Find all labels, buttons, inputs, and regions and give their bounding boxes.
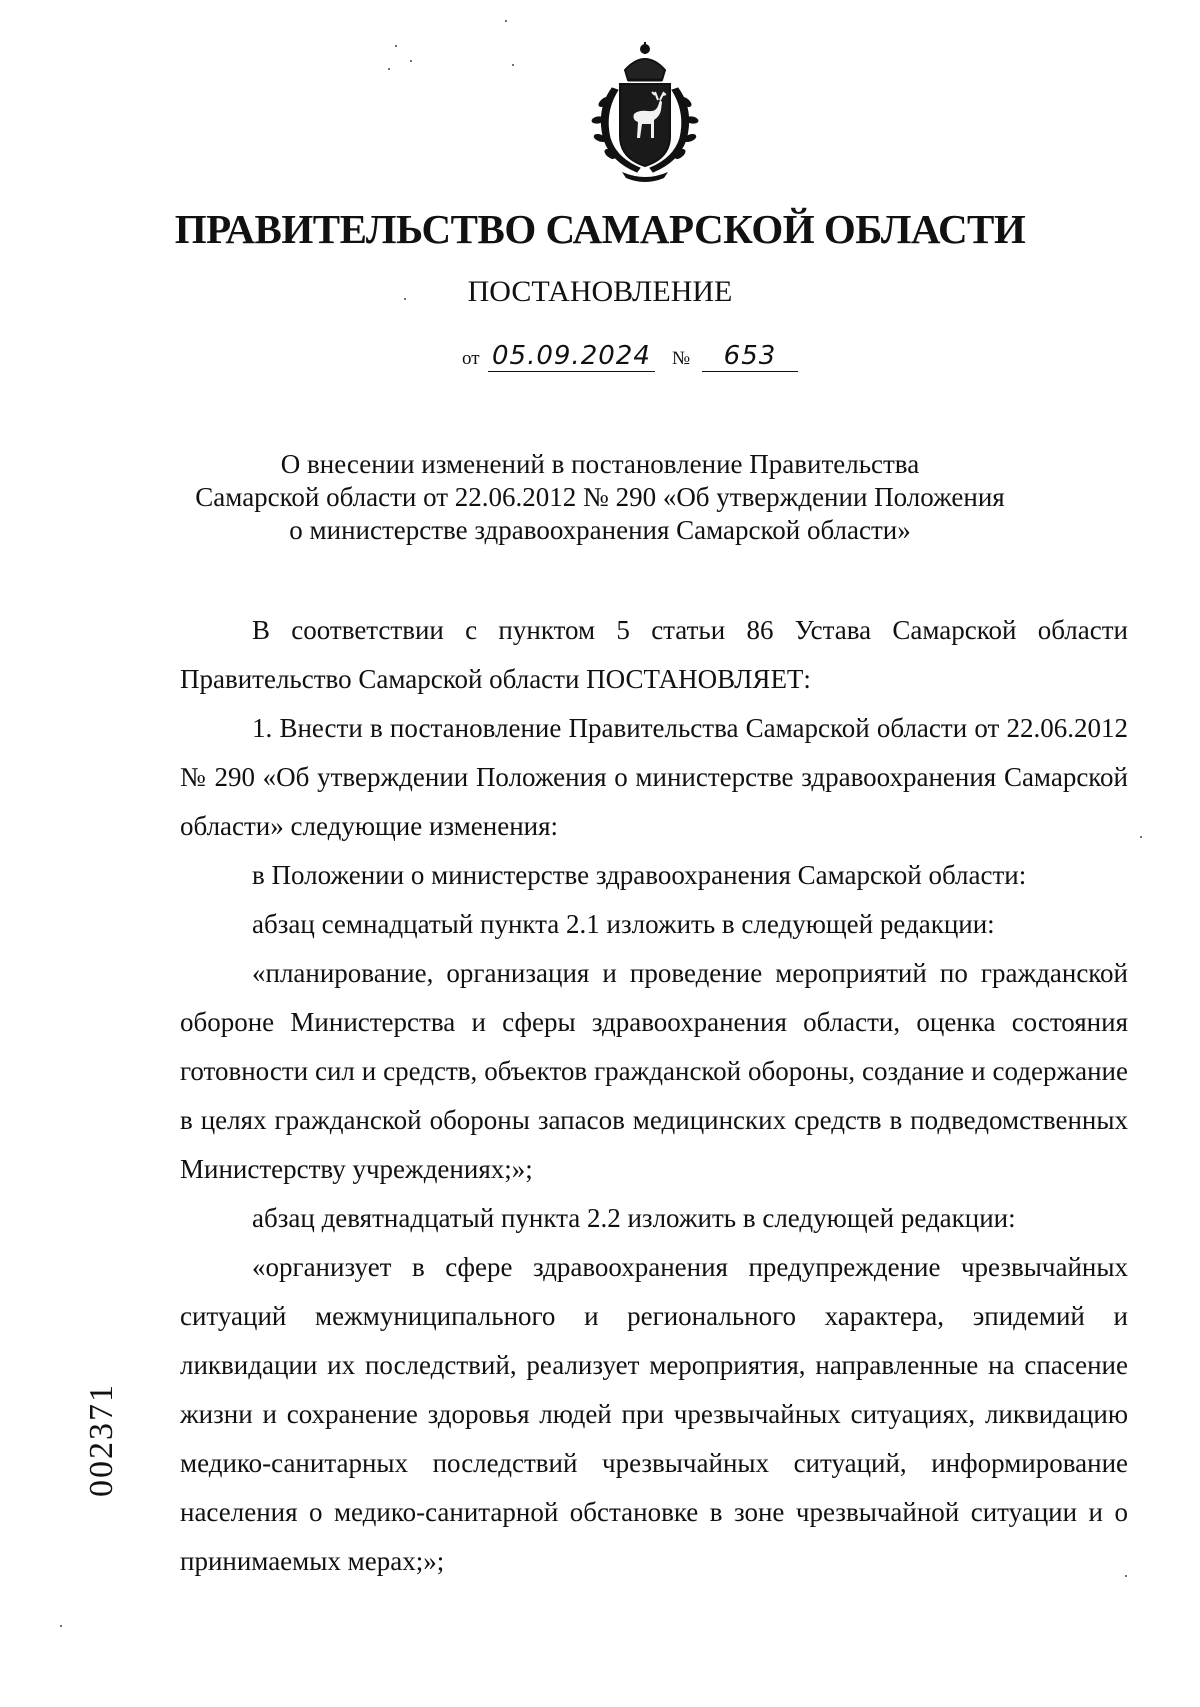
subject-line: О внесении изменений в постановление Правительства <box>280 449 920 479</box>
document-type: ПОСТАНОВЛЕНИЕ <box>467 275 733 308</box>
scan-speck <box>505 20 507 22</box>
date-prefix: от <box>462 348 480 369</box>
scan-speck <box>60 1625 62 1627</box>
abzac-17-line: абзац семнадцатый пункта 2.1 изложить в следующей редакции: <box>252 909 995 939</box>
side-serial-number: 002371 <box>83 1383 120 1497</box>
scan-speck <box>404 298 406 300</box>
scan-speck <box>388 68 390 70</box>
quote-2-paragraph: «организует в сфере здравоохранения предупреждение чрезвычайных ситуаций межмуниципального и регионального характера, эпидемий и ликвидации их последствий, реализует мероприятия, направленные на спасение жизни и сохранение здоровья людей при чрезвычайных ситуациях, ликвидацию медико-санитарных последствий чрезвычайных ситуаций, информирование населения о медико-санитарной обстановке в зоне чрезвычайной ситуации и о принимаемых мерах;»; <box>180 1252 1128 1576</box>
scan-speck <box>512 64 514 66</box>
samara-coat-of-arms-icon <box>582 40 708 182</box>
subject-line: Самарской области от 22.06.2012 № 290 «Об утверждении Положения <box>195 482 1005 512</box>
abzac-19-line: абзац девятнадцатый пункта 2.2 изложить в следующей редакции: <box>252 1203 1016 1233</box>
document-body <box>180 606 1128 1586</box>
scan-speck <box>1140 836 1142 838</box>
organization-title: ПРАВИТЕЛЬСТВО САМАРСКОЙ ОБЛАСТИ <box>174 206 1026 252</box>
intro-paragraph: В соответствии с пунктом 5 статьи 86 Устава Самарской области Правительство Самарской области ПОСТАНОВЛЯЕТ: <box>180 615 1128 694</box>
item-1-paragraph: 1. Внести в постановление Правительства Самарской области от 22.06.2012 № 290 «Об утверждении Положения о министерстве здравоохранения Самарской области» следующие изменения: <box>180 713 1128 841</box>
quote-1-paragraph: «планирование, организация и проведение мероприятий по гражданской обороне Министерства и сферы здравоохранения области, оценка состояния готовности сил и средств, объектов гражданской обороны, создание и содержание в целях гражданской обороны запасов медицинских средств в подведомственных Министерству учреждениях;»; <box>180 958 1128 1184</box>
scan-speck <box>395 45 397 47</box>
number-prefix: № <box>672 348 691 369</box>
document-subject <box>180 448 1020 547</box>
subject-line: о министерстве здравоохранения Самарской области» <box>289 515 911 545</box>
polozhenie-line: в Положении о министерстве здравоохранения Самарской области: <box>252 860 1027 890</box>
date-number-line <box>462 336 862 376</box>
scan-speck <box>410 60 412 62</box>
document-number: 653 <box>702 342 798 372</box>
scan-speck <box>1125 1575 1127 1577</box>
document-date: 05.09.2024 <box>488 342 655 372</box>
